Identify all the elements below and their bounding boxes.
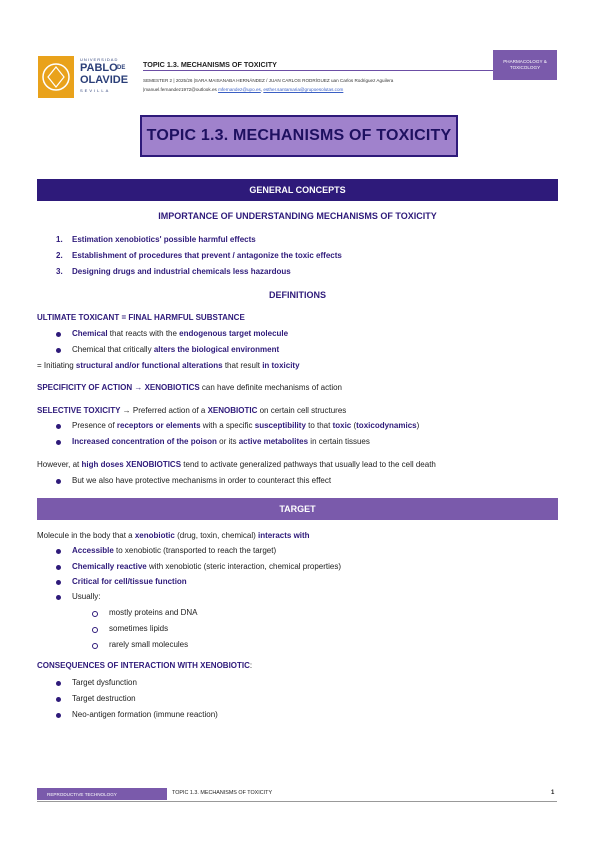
text: Chemical that critically [72,345,154,354]
text-bold: Chemically reactive [72,562,147,571]
text: can have definite mechanisms of action [199,383,342,392]
consequences-heading [37,661,252,670]
footer-title: TOPIC 1.3. MECHANISMS OF TOXICITY [172,790,273,796]
text: : [249,661,253,670]
text: sometimes lipids [109,624,169,633]
importance-heading: IMPORTANCE OF UNDERSTANDING MECHANISMS OF TOXICITY [158,211,437,221]
text: with a specific [200,421,255,430]
target-band [37,498,558,520]
text-bold: structural and/or functional alterations [75,361,223,370]
text-bold: Accessible [72,546,114,555]
initiating-line [37,361,300,370]
text: Presence of [72,421,117,430]
subject-tag [493,50,557,80]
text-bold: in toxicity [262,361,300,370]
header-email-link-1[interactable]: mfernandez@upo.es [218,87,261,92]
text: tend to activate generalized pathways that usually lead to the cell death [181,460,436,469]
text-bold: CONSEQUENCES OF INTERACTION WITH XENOBIOTIC [37,661,250,670]
header-divider [143,70,523,71]
topic-title-box [140,115,458,157]
bullet-icon [56,697,61,702]
item-number: 3. [56,267,63,276]
text: → Preferred action of a [120,406,208,415]
logo-text-de: DE [117,65,126,71]
text-bold: SELECTIVE TOXICITY [37,406,121,415]
text: But we also have protective mechanisms in order to counteract this effect [72,476,332,485]
header-meta-line2: |manuel.fernandez1972@outlook.es mfernandez@upo.es, esther.santamaria@grupoesolutas.com [143,87,344,92]
importance-item-1 [56,235,256,244]
university-logo [38,56,136,98]
text-bold: toxic [332,421,352,430]
item-number: 2. [56,251,63,260]
text: that result [222,361,263,370]
bullet-icon [56,681,61,686]
bullet-icon [56,713,61,718]
bullet-icon [56,348,61,353]
text: = Initiating [37,361,76,370]
footer-divider [37,801,557,802]
text: to xenobiotic (transported to reach the target) [113,546,277,555]
text-bold: endogenous target molecule [179,329,289,338]
text: Usually: [72,592,101,601]
text: Target destruction [72,694,136,703]
text: that reacts with the [107,329,180,338]
logo-text-sevilla: SEVILLA [80,88,111,93]
ultimate-toxicant-text: ULTIMATE TOXICANT = FINAL HARMFUL SUBSTANCE [37,313,245,322]
bullet-icon [56,580,61,585]
bullet-icon [56,440,61,445]
item-number: 1. [56,235,63,244]
text-bold: active metabolites [238,437,309,446]
text-bold: susceptibility [254,421,306,430]
importance-text: Estimation xenobiotics' possible harmful effects [72,235,256,244]
text: ) [416,421,420,430]
text-bold: alters the biological environment [153,345,280,354]
text: to that [305,421,333,430]
text: rarely small molecules [109,640,189,649]
general-concepts-heading: GENERAL CONCEPTS [249,185,346,195]
footer-course: REPRODUCTIVE TECHNOLOGY [47,791,117,797]
target-heading: TARGET [279,504,316,514]
logo-text-olavide: OLAVIDE [80,74,129,86]
text: in certain tissues [308,437,370,446]
header-title: TOPIC 1.3. MECHANISMS OF TOXICITY [143,60,277,69]
bullet-icon [56,424,61,429]
text-bold: xenobiotic [134,531,175,540]
selective-line [37,406,346,415]
importance-item-3 [56,267,291,276]
specificity-line [37,383,342,392]
bullet-icon [56,479,61,484]
text-bold: toxicodynamics [356,421,417,430]
ultimate-toxicant [37,313,245,322]
text: However, at [37,460,82,469]
general-concepts-band [37,179,558,201]
text: on certain cell structures [257,406,347,415]
text-bold: SPECIFICITY OF ACTION → XENOBIOTICS [37,383,200,392]
circle-bullet-icon [92,611,98,617]
text: mostly proteins and DNA [109,608,198,617]
text-bold: receptors or elements [116,421,201,430]
text-bold: high doses XENOBIOTICS [81,460,182,469]
bullet-icon [56,595,61,600]
text-bold: interacts with [258,531,310,540]
text: (drug, toxin, chemical) [174,531,258,540]
text: Target dysfunction [72,678,137,687]
text: with xenobiotic (steric interaction, chemical properties) [146,562,342,571]
subject-tag-line1: PHARMACOLOGY & [503,59,547,65]
importance-text: Establishment of procedures that prevent / antagonize the toxic effects [72,251,342,260]
text-bold: XENOBIOTIC [207,406,258,415]
topic-title: TOPIC 1.3. MECHANISMS OF TOXICITY [146,127,452,144]
text: Neo-antigen formation (immune reaction) [72,710,218,719]
header-meta-line1: SEMESTER 2 | 2025/26 |SARA MAISANABA HERNÁNDEZ / JUAN CARLOS RODRÍGUEZ uan Carlos Rodriguez Aguilera [143,78,394,83]
header-meta-email: |manuel.fernandez1972@outlook.es [143,87,217,92]
subject-tag-line2: TOXICOLOGY [509,65,541,70]
circle-bullet-icon [92,627,98,633]
logo-text-pablo: PABLO [80,62,118,74]
logo-text-universidad: UNIVERSIDAD [80,57,119,62]
text-bold: Critical for cell/tissue function [72,577,187,586]
page-number: 1 [551,790,555,796]
text: or its [216,437,239,446]
importance-item-2 [56,251,342,260]
definitions-heading: DEFINITIONS [268,290,326,300]
text: Molecule in the body that a [37,531,135,540]
text-bold: Increased concentration of the poison [72,437,217,446]
bullet-icon [56,549,61,554]
target-intro [37,531,310,540]
importance-text: Designing drugs and industrial chemicals less hazardous [72,267,291,276]
bullet-icon [56,332,61,337]
text: ( [351,421,357,430]
however-line [37,460,436,469]
bullet-icon [56,565,61,570]
footer-course-band [37,788,167,800]
text-bold: Chemical [72,329,108,338]
header-email-link-2[interactable]: esther.santamaria@grupoesolutas.com [263,87,344,92]
circle-bullet-icon [92,643,98,649]
